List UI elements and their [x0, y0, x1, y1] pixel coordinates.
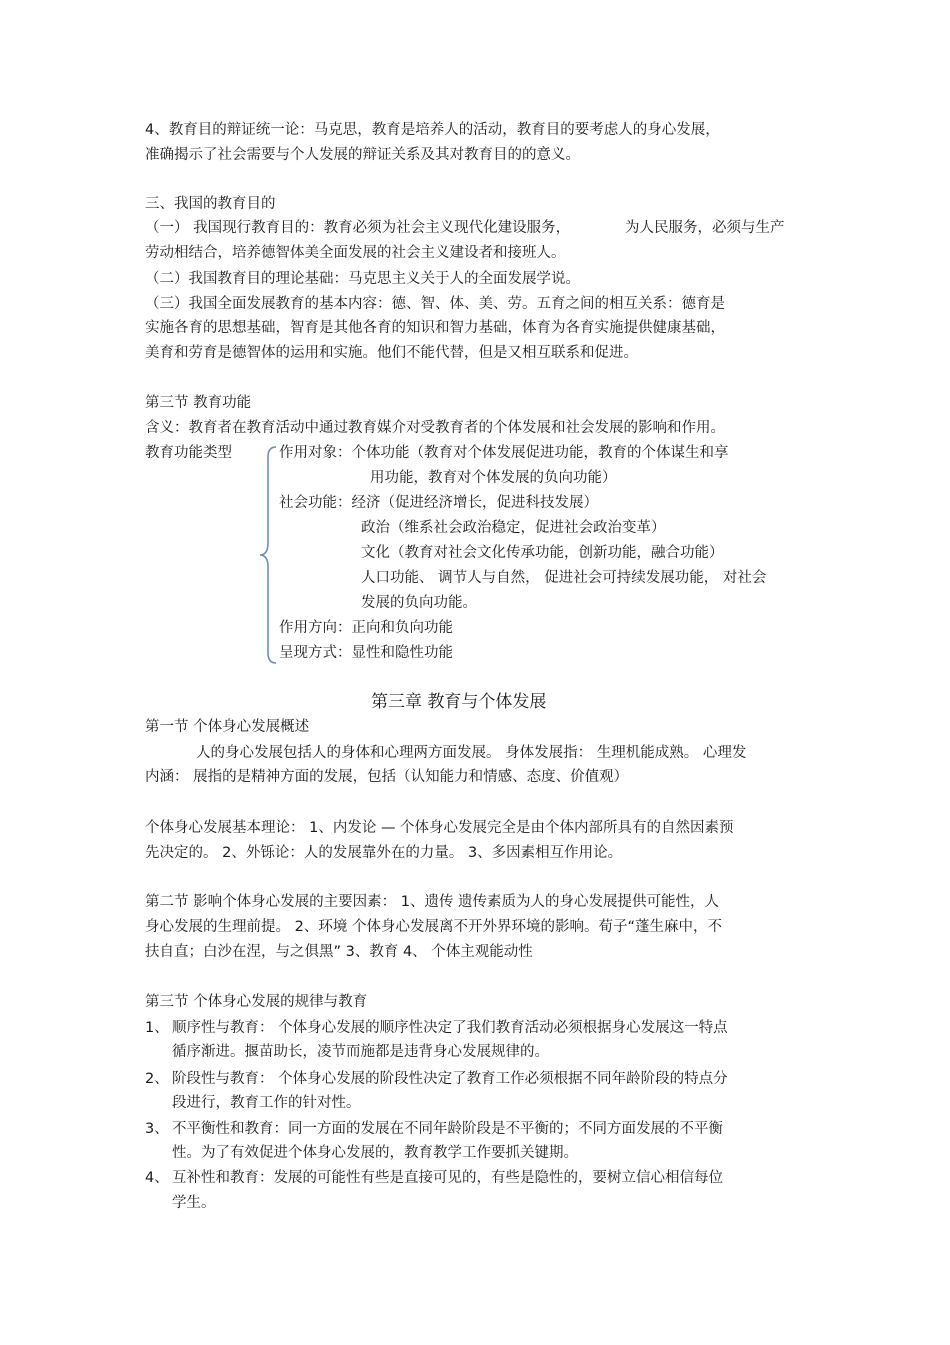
list-number: 4、 — [145, 1170, 169, 1186]
list-number: 1、 — [145, 1020, 169, 1036]
text-line: 内涵： 展指的是精神方面的发展，包括（认知能力和情感、态度、价值观） — [145, 769, 629, 785]
text-line: 文化（教育对社会文化传承功能，创新功能，融合功能） — [361, 545, 724, 561]
text-line: 作用对象：个体功能（教育对个体发展促进功能，教育的个体谋生和享 — [279, 445, 729, 461]
text-line: 美育和劳育是德智体的运用和实施。他们不能代替，但是又相互联系和促进。 — [145, 345, 638, 361]
text-line: 人口功能、 调节人与自然， 促进社会可持续发展功能， 对社会 — [361, 570, 767, 586]
text-line: 第二节 影响个体身心发展的主要因素： 1、遗传 遗传素质为人的身心发展提供可能性，人 — [145, 894, 720, 910]
text-line: 身心发展的生理前提。 2、环境 个体身心发展离不开外界环境的影响。荀子“蓬生麻中，不 — [145, 919, 722, 935]
text-line: 呈现方式：显性和隐性功能 — [279, 645, 453, 661]
list-item: 顺序性与教育： 个体身心发展的顺序性决定了我们教育活动必须根据身心发展这一特点 — [172, 1020, 728, 1036]
text-line: 教育功能类型 — [145, 445, 232, 461]
text-line: 个体身心发展基本理论： 1、内发论 — 个体身心发展完全是由个体内部所具有的自然因素预 — [145, 820, 734, 836]
text-line: （二）我国教育目的理论基础：马克思主义关于人的全面发展学说。 — [145, 271, 580, 287]
text-line: 用功能，教育对个体发展的负向功能） — [370, 470, 617, 486]
section-heading: 第三节 个体身心发展的规律与教育 — [145, 994, 368, 1010]
text-line: 准确揭示了社会需要与个人发展的辩证关系及其对教育目的的意义。 — [145, 147, 580, 163]
list-item: 互补性和教育：发展的可能性有些是直接可见的，有些是隐性的，要树立信心相信每位 — [172, 1170, 723, 1186]
text-line: 政治（维系社会政治稳定，促进社会政治变革） — [361, 520, 666, 536]
section-heading: 第三节 教育功能 — [145, 395, 252, 411]
chapter-title: 第三章 教育与个体发展 — [371, 692, 547, 712]
list-item: 不平衡性和教育：同一方面的发展在不同年龄阶段是不平衡的；不同方面发展的不平衡 — [172, 1121, 723, 1137]
text-line: 社会功能：经济（促进经济增长，促进科技发展） — [279, 495, 598, 511]
text-line: 劳动相结合，培养德智体美全面发展的社会主义建设者和接班人。 — [145, 245, 566, 261]
text-line: （一） 我国现行教育目的：教育必须为社会主义现代化建设服务， — [145, 220, 571, 236]
text-line: 4、教育目的辩证统一论：马克思，教育是培养人的活动，教育目的要考虑人的身心发展， — [145, 122, 720, 138]
text-line: 扶自直；白沙在涅，与之俱黑” 3、教育 4、 个体主观能动性 — [145, 944, 533, 960]
section-heading: 第一节 个体身心发展概述 — [145, 719, 310, 735]
section-heading: 三、我国的教育目的 — [145, 196, 276, 212]
left-brace-icon — [258, 445, 278, 665]
list-item: 学生。 — [172, 1195, 216, 1211]
text-line: 作用方向：正向和负向功能 — [279, 620, 453, 636]
list-item: 阶段性与教育： 个体身心发展的阶段性决定了教育工作必须根据不同年龄阶段的特点分 — [172, 1071, 728, 1087]
list-number: 2、 — [145, 1071, 169, 1087]
text-line: 先决定的。 2、外铄论：人的发展靠外在的力量。 3、多因素相互作用论。 — [145, 845, 623, 861]
text-line: 实施各育的思想基础，智育是其他各育的知识和智力基础，体育为各育实施提供健康基础， — [145, 320, 725, 336]
list-item: 性。为了有效促进个体身心发展的，教育教学工作要抓关键期。 — [172, 1145, 578, 1161]
list-item: 循序渐进。揠苗助长，凌节而施都是违背身心发展规律的。 — [172, 1044, 549, 1060]
text-line: 人的身心发展包括人的身体和心理两方面发展。 身体发展指： 生理机能成熟。 心理发 — [196, 745, 747, 761]
text-line: （三）我国全面发展教育的基本内容：德、智、体、美、劳。五育之间的相互关系：德育是 — [145, 296, 725, 312]
list-item: 段进行，教育工作的针对性。 — [172, 1095, 361, 1111]
list-number: 3、 — [145, 1121, 169, 1137]
text-line: 为人民服务，必须与生产 — [625, 220, 785, 236]
text-line: 发展的负向功能。 — [361, 595, 477, 611]
text-line: 含义：教育者在教育活动中通过教育媒介对受教育者的个体发展和社会发展的影响和作用。 — [145, 420, 725, 436]
